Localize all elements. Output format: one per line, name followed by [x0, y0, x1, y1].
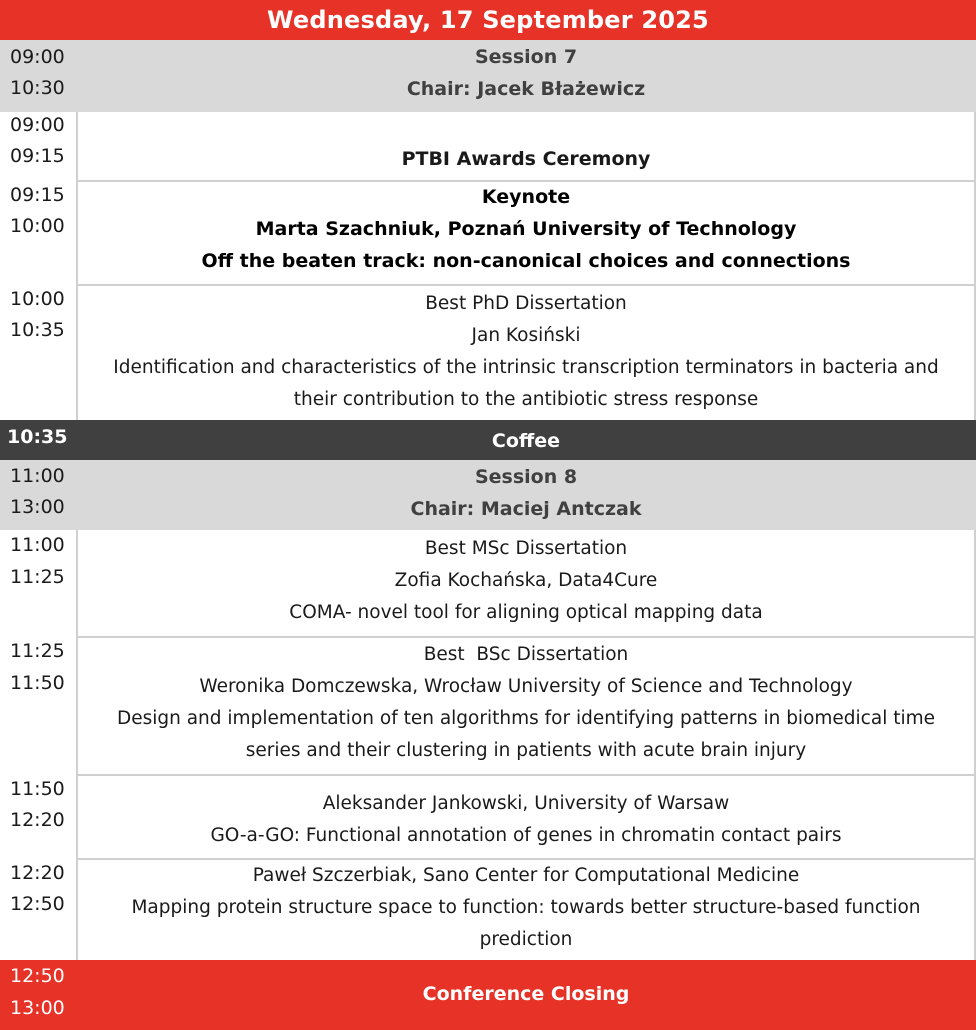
- talk-title-line-1: Design and implementation of ten algorithms for identifying patterns in biomedical time: [116, 708, 936, 729]
- start-time: 09:15: [10, 184, 65, 206]
- end-time: 11:50: [10, 672, 65, 694]
- closing-label: Conference Closing: [422, 983, 630, 1005]
- end-time: 11:25: [10, 566, 65, 588]
- talk-title: GO-a-GO: Functional annotation of genes in chromatin contact pairs: [210, 825, 842, 846]
- end-time: 13:00: [10, 496, 65, 518]
- talk-content: [76, 774, 976, 860]
- session-7-row: [0, 40, 976, 112]
- award-category: Best MSc Dissertation: [424, 538, 628, 559]
- keynote-row: [0, 180, 976, 284]
- session-title: Session 8: [474, 466, 578, 488]
- closing-row: [0, 960, 976, 1030]
- talk-time: [0, 858, 76, 960]
- session-7-content: [78, 40, 974, 112]
- start-time: 09:00: [10, 46, 65, 68]
- coffee-label: Coffee: [491, 430, 561, 452]
- speaker: Jan Kosiński: [471, 325, 581, 346]
- coffee-time: [0, 420, 76, 460]
- session-chair: Chair: Jacek Błażewicz: [406, 78, 646, 100]
- speaker: Aleksander Jankowski, University of Warsaw: [322, 793, 730, 814]
- awards-content: [76, 112, 976, 182]
- start-time: 11:25: [10, 640, 65, 662]
- closing-time: [0, 960, 76, 1030]
- award-category: Best BSc Dissertation: [423, 644, 629, 665]
- start-time: 11:00: [10, 534, 65, 556]
- start-time: 11:00: [10, 465, 65, 487]
- end-time: 12:20: [10, 809, 65, 831]
- end-time: 10:30: [10, 77, 65, 99]
- bsc-time: [0, 636, 76, 774]
- talk-title-line-2: their contribution to the antibiotic stress response: [293, 389, 759, 410]
- day-header: Wednesday, 17 September 2025: [0, 0, 976, 40]
- speaker: Zofia Kochańska, Data4Cure: [394, 570, 658, 591]
- awards-title: PTBI Awards Ceremony: [401, 148, 651, 170]
- bsc-content: [76, 636, 976, 776]
- talk-title-line-2: prediction: [479, 929, 573, 950]
- session-7-time: [0, 40, 76, 112]
- awards-row: [0, 112, 976, 180]
- keynote-time: [0, 180, 76, 284]
- start-time: 09:00: [10, 114, 65, 136]
- session-title: Session 7: [474, 46, 578, 68]
- talk-title-line-1: Mapping protein structure space to function: towards better structure-based function: [131, 897, 921, 918]
- closing-content: [78, 960, 974, 1030]
- bsc-row: [0, 636, 976, 774]
- awards-time: [0, 112, 76, 180]
- talk-jankowski-row: [0, 774, 976, 858]
- session-8-row: [0, 460, 976, 530]
- keynote-label: Keynote: [481, 186, 571, 208]
- end-time: 09:15: [10, 145, 65, 167]
- session-8-content: [78, 460, 974, 530]
- msc-row: [0, 530, 976, 636]
- start-time: 12:20: [10, 862, 65, 884]
- end-time: 12:50: [10, 893, 65, 915]
- talk-content: [76, 858, 976, 962]
- speaker: Weronika Domczewska, Wrocław University of Science and Technology: [199, 676, 853, 697]
- keynote-talk-title: Off the beaten track: non-canonical choices and connections: [201, 250, 851, 272]
- talk-title-line-2: series and their clustering in patients with acute brain injury: [245, 740, 807, 761]
- talk-title-line-1: Identification and characteristics of the intrinsic transcription terminators in bacteria and: [113, 357, 939, 378]
- end-time: 10:00: [10, 215, 65, 237]
- phd-content: [76, 284, 976, 422]
- session-8-time: [0, 460, 76, 530]
- talk-title: COMA- novel tool for aligning optical mapping data: [289, 602, 763, 623]
- phd-time: [0, 284, 76, 420]
- end-time: 10:35: [10, 319, 65, 341]
- start-time: 10:00: [10, 288, 65, 310]
- start-time: 11:50: [10, 778, 65, 800]
- coffee-content: [78, 420, 974, 460]
- coffee-break-row: [0, 420, 976, 460]
- msc-content: [76, 530, 976, 638]
- phd-row: [0, 284, 976, 420]
- msc-time: [0, 530, 76, 636]
- keynote-speaker: Marta Szachniuk, Poznań University of Technology: [255, 218, 797, 240]
- coffee-start-time: 10:35: [7, 426, 68, 448]
- end-time: 13:00: [10, 997, 65, 1019]
- keynote-content: [76, 180, 976, 286]
- award-category: Best PhD Dissertation: [425, 293, 627, 314]
- session-chair: Chair: Maciej Antczak: [410, 498, 642, 520]
- talk-szczerbiak-row: [0, 858, 976, 960]
- start-time: 12:50: [10, 965, 65, 987]
- talk-time: [0, 774, 76, 858]
- speaker: Paweł Szczerbiak, Sano Center for Computational Medicine: [252, 865, 800, 886]
